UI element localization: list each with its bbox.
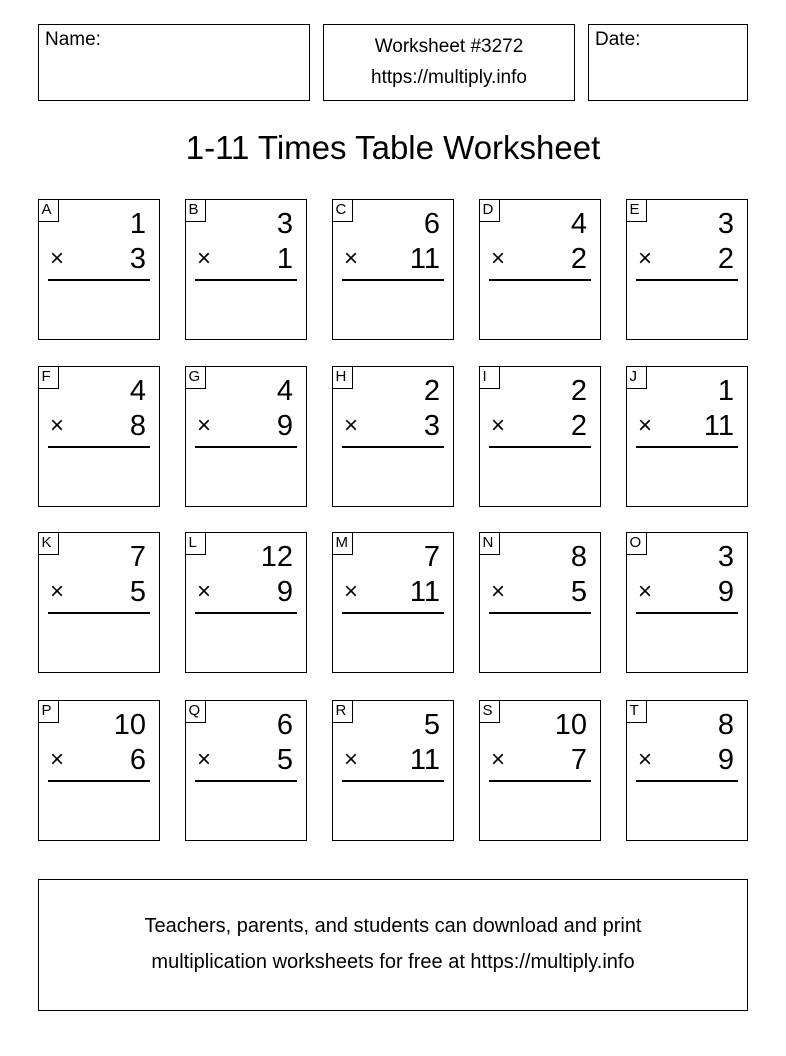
problem-card[interactable] xyxy=(185,532,307,673)
multiplicand: 2 xyxy=(423,375,440,407)
date-field[interactable] xyxy=(588,24,748,101)
multiplier: 8 xyxy=(129,410,146,442)
times-symbol: × xyxy=(344,746,359,773)
answer-line xyxy=(195,446,297,448)
problem-card[interactable] xyxy=(332,532,454,673)
multiplicand: 4 xyxy=(570,208,587,240)
problem-card[interactable] xyxy=(626,366,748,507)
problem-card[interactable] xyxy=(185,700,307,841)
answer-line xyxy=(48,612,150,614)
multiplier: 2 xyxy=(570,243,587,275)
footer-box xyxy=(38,879,748,1011)
times-symbol: × xyxy=(638,578,653,605)
answer-line xyxy=(342,780,444,782)
multiplier: 9 xyxy=(717,744,734,776)
multiplicand: 7 xyxy=(423,541,440,573)
answer-line xyxy=(636,612,738,614)
problem-letter: I xyxy=(479,366,500,389)
name-field[interactable] xyxy=(38,24,310,101)
answer-line xyxy=(636,446,738,448)
answer-line xyxy=(48,279,150,281)
times-symbol: × xyxy=(50,746,65,773)
multiplicand: 10 xyxy=(554,709,587,741)
times-symbol: × xyxy=(344,245,359,272)
worksheet-number: Worksheet #3272 xyxy=(374,36,524,57)
multiplier: 5 xyxy=(276,744,293,776)
times-symbol: × xyxy=(344,578,359,605)
multiplier: 9 xyxy=(717,576,734,608)
problem-card[interactable] xyxy=(626,532,748,673)
problem-card[interactable] xyxy=(38,199,160,340)
answer-line xyxy=(489,446,591,448)
multiplier: 11 xyxy=(703,410,734,442)
problem-card[interactable] xyxy=(479,199,601,340)
times-symbol: × xyxy=(491,412,506,439)
problem-card[interactable] xyxy=(185,199,307,340)
answer-line xyxy=(489,279,591,281)
answer-line xyxy=(636,780,738,782)
multiplier: 6 xyxy=(129,744,146,776)
answer-line xyxy=(636,279,738,281)
problem-letter: Q xyxy=(185,700,206,723)
times-symbol: × xyxy=(638,412,653,439)
problem-letter: N xyxy=(479,532,500,555)
problem-letter: J xyxy=(626,366,647,389)
multiplier: 11 xyxy=(409,243,440,275)
times-symbol: × xyxy=(197,746,212,773)
answer-line xyxy=(489,612,591,614)
multiplicand: 3 xyxy=(717,541,734,573)
problem-card[interactable] xyxy=(332,199,454,340)
problem-letter: G xyxy=(185,366,206,389)
times-symbol: × xyxy=(638,746,653,773)
problem-letter: B xyxy=(185,199,206,222)
times-symbol: × xyxy=(197,578,212,605)
problem-letter: O xyxy=(626,532,647,555)
times-symbol: × xyxy=(50,412,65,439)
problem-card[interactable] xyxy=(332,700,454,841)
problem-letter: A xyxy=(38,199,59,222)
multiplicand: 6 xyxy=(276,709,293,741)
multiplier: 1 xyxy=(276,243,293,275)
multiplier: 11 xyxy=(409,576,440,608)
problem-letter: M xyxy=(332,532,353,555)
multiplier: 3 xyxy=(129,243,146,275)
worksheet-url: https://multiply.info xyxy=(371,67,527,88)
multiplier: 5 xyxy=(129,576,146,608)
multiplier: 2 xyxy=(717,243,734,275)
problem-letter: C xyxy=(332,199,353,222)
multiplicand: 12 xyxy=(260,541,293,573)
multiplicand: 2 xyxy=(570,375,587,407)
multiplicand: 8 xyxy=(570,541,587,573)
problem-card[interactable] xyxy=(332,366,454,507)
problem-card[interactable] xyxy=(479,700,601,841)
problem-letter: K xyxy=(38,532,59,555)
problem-letter: S xyxy=(479,700,500,723)
multiplicand: 5 xyxy=(423,709,440,741)
page-title: 1-11 Times Table Worksheet xyxy=(185,129,601,166)
multiplicand: 7 xyxy=(129,541,146,573)
problem-letter: R xyxy=(332,700,353,723)
multiplier: 9 xyxy=(276,576,293,608)
problem-letter: H xyxy=(332,366,353,389)
times-symbol: × xyxy=(491,578,506,605)
multiplicand: 10 xyxy=(113,709,146,741)
times-symbol: × xyxy=(491,746,506,773)
multiplicand: 1 xyxy=(717,375,734,407)
problem-letter: P xyxy=(38,700,59,723)
problem-card[interactable] xyxy=(479,532,601,673)
answer-line xyxy=(489,780,591,782)
answer-line xyxy=(195,279,297,281)
multiplier: 11 xyxy=(409,744,440,776)
problem-card[interactable] xyxy=(479,366,601,507)
problem-card[interactable] xyxy=(185,366,307,507)
worksheet-info-box xyxy=(323,24,575,101)
footer-text-line-2: multiplication worksheets for free at https://multiply.info xyxy=(151,951,635,973)
problem-card[interactable] xyxy=(626,700,748,841)
answer-line xyxy=(195,780,297,782)
multiplicand: 3 xyxy=(276,208,293,240)
multiplier: 3 xyxy=(423,410,440,442)
times-symbol: × xyxy=(197,412,212,439)
answer-line xyxy=(342,446,444,448)
answer-line xyxy=(342,612,444,614)
multiplicand: 4 xyxy=(276,375,293,407)
name-label: Name: xyxy=(45,29,101,50)
multiplicand: 4 xyxy=(129,375,146,407)
multiplier: 9 xyxy=(276,410,293,442)
problem-letter: E xyxy=(626,199,647,222)
times-symbol: × xyxy=(197,245,212,272)
problem-letter: F xyxy=(38,366,59,389)
multiplier: 2 xyxy=(570,410,587,442)
problem-card[interactable] xyxy=(626,199,748,340)
footer-text-line-1: Teachers, parents, and students can download and print xyxy=(144,915,642,937)
problem-card[interactable] xyxy=(38,532,160,673)
multiplicand: 8 xyxy=(717,709,734,741)
times-symbol: × xyxy=(491,245,506,272)
multiplier: 5 xyxy=(570,576,587,608)
answer-line xyxy=(342,279,444,281)
multiplicand: 3 xyxy=(717,208,734,240)
multiplier: 7 xyxy=(570,744,587,776)
answer-line xyxy=(195,612,297,614)
times-symbol: × xyxy=(50,245,65,272)
multiplicand: 1 xyxy=(129,208,146,240)
problem-card[interactable] xyxy=(38,366,160,507)
times-symbol: × xyxy=(344,412,359,439)
answer-line xyxy=(48,780,150,782)
multiplicand: 6 xyxy=(423,208,440,240)
answer-line xyxy=(48,446,150,448)
problem-letter: T xyxy=(626,700,647,723)
problem-letter: D xyxy=(479,199,500,222)
times-symbol: × xyxy=(638,245,653,272)
times-symbol: × xyxy=(50,578,65,605)
problem-card[interactable] xyxy=(38,700,160,841)
problem-letter: L xyxy=(185,532,206,555)
date-label: Date: xyxy=(595,29,641,50)
